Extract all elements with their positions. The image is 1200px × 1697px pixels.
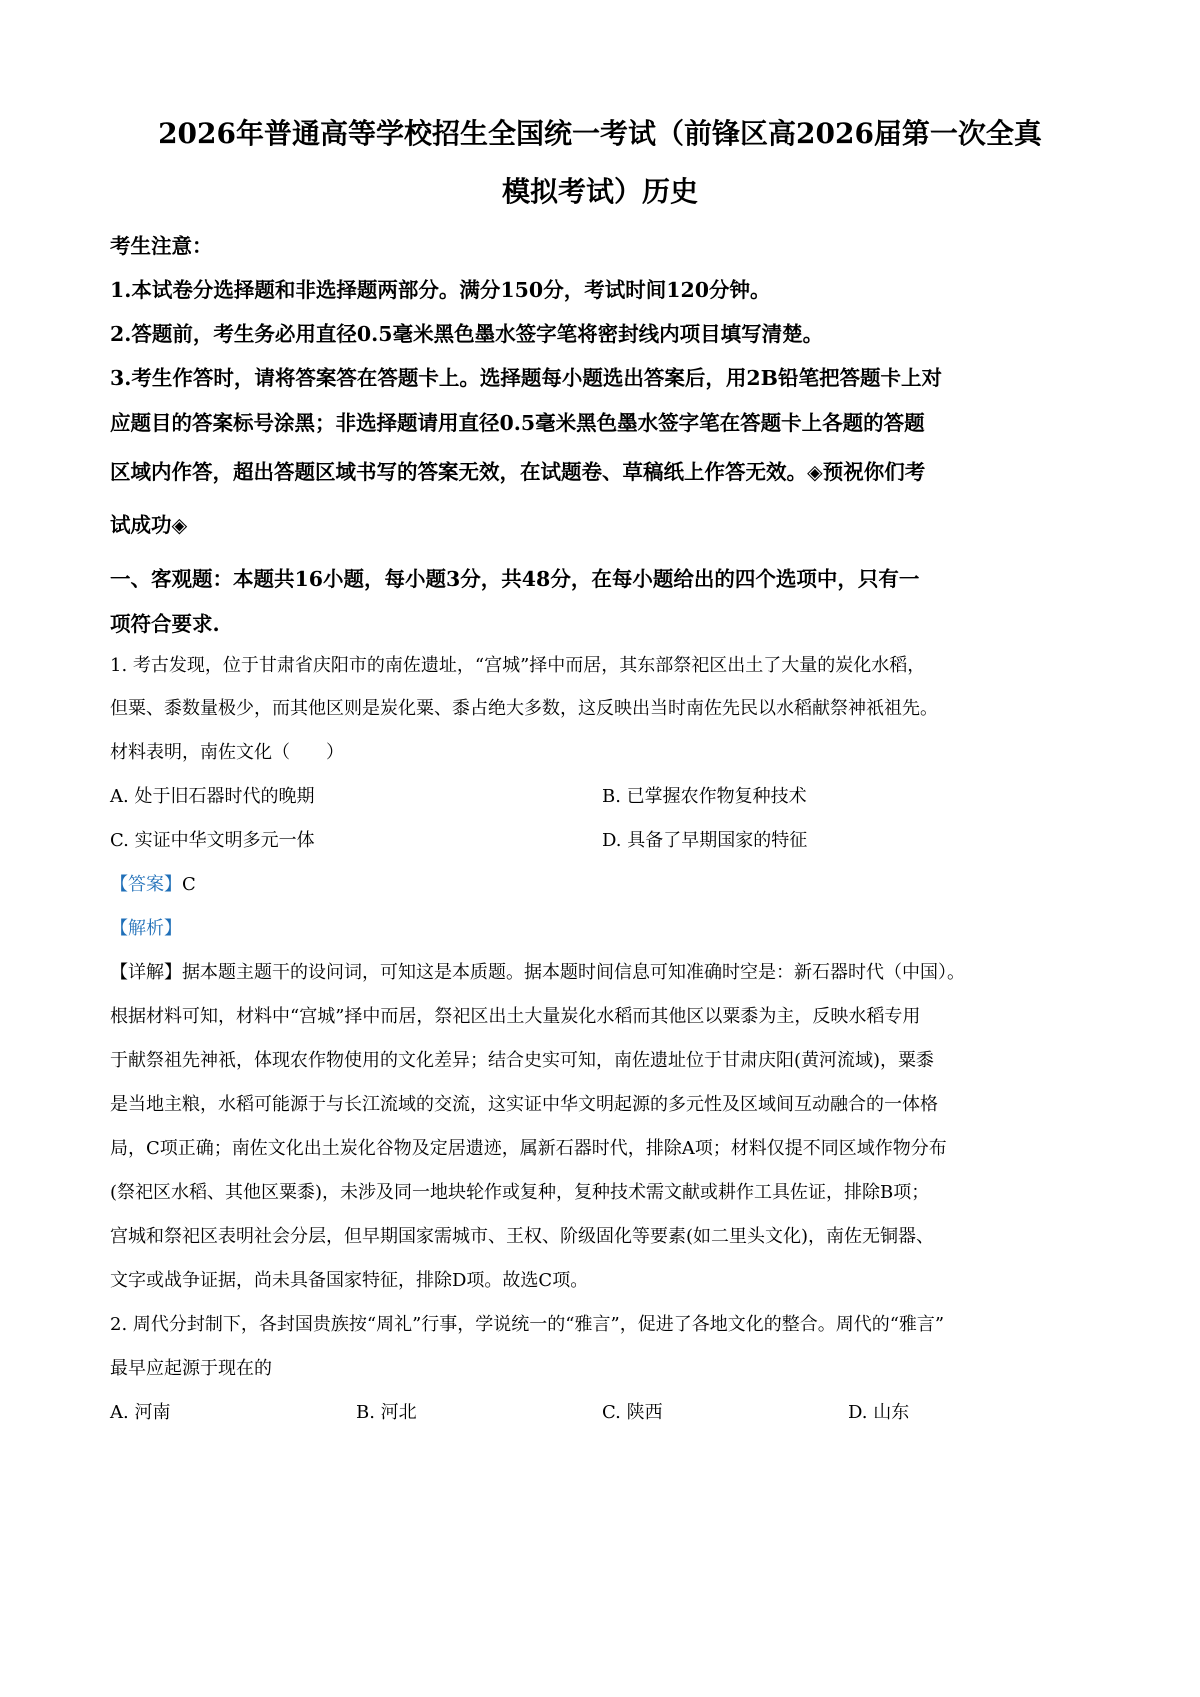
notice-item-1: 1.本试卷分选择题和非选择题两部分。满分150分，考试时间120分钟。 (110, 278, 771, 302)
q2-option-c: C. 陕西 (602, 1402, 663, 1423)
q2-option-d: D. 山东 (848, 1402, 910, 1423)
q1-option-a: A. 处于旧石器时代的晚期 (110, 786, 315, 807)
q1-stem-line2: 但粟、黍数量极少，而其他区则是炭化粟、黍占绝大多数，这反映出当时南佐先民以水稻献祭神祇祖先。 (110, 698, 938, 719)
q1-option-d: D. 具备了早期国家的特征 (602, 830, 808, 851)
q1-stem-line1: 1. 考古发现，位于甘肃省庆阳市的南佐遗址，“宫城”择中而居，其东部祭祀区出土了大量的炭化水稻， (110, 655, 926, 676)
q1-detail-line8: 文字或战争证据，尚未具备国家特征，排除D项。故选C项。 (110, 1270, 589, 1291)
q1-detail-line7: 宫城和祭祀区表明社会分层，但早期国家需城市、王权、阶级固化等要素(如二里头文化)，南佐无铜器、 (110, 1226, 935, 1247)
q1-answer-line (110, 870, 1100, 896)
notice-heading: 考生注意： (110, 234, 213, 258)
q1-detail-line1: 【详解】据本题主题干的设问词，可知这是本质题。据本题时间信息可知准确时空是：新石器时代（中国）。 (110, 962, 965, 983)
q1-detail-line4: 是当地主粮，水稻可能源于与长江流域的交流，这实证中华文明起源的多元性及区域间互动融合的一体格 (110, 1094, 938, 1115)
notice-item-3-cont-1: 应题目的答案标号涂黑；非选择题请用直径0.5毫米黑色墨水签字笔在答题卡上各题的答题 (110, 411, 925, 435)
exam-title-line1: 2026年普通高等学校招生全国统一考试（前锋区高2026届第一次全真 (158, 117, 1042, 150)
q2-stem-line2: 最早应起源于现在的 (110, 1358, 272, 1379)
q1-stem-line3: 材料表明，南佐文化（ ） (110, 742, 344, 763)
notice-item-3-cont-3: 试成功◈ (110, 513, 188, 537)
q1-detail-line3: 于献祭祖先神祇，体现农作物使用的文化差异；结合史实可知，南佐遗址位于甘肃庆阳(黄河流域)，粟黍 (110, 1050, 935, 1071)
exam-title-line2: 模拟考试）历史 (501, 175, 698, 208)
q1-option-b: B. 已掌握农作物复种技术 (602, 786, 807, 807)
q1-detail-line5: 局，C项正确；南佐文化出土炭化谷物及定居遗迹，属新石器时代，排除A项；材料仅提不同区域作物分布 (110, 1138, 947, 1159)
q1-detail-line6: (祭祀区水稻、其他区粟黍)，未涉及同一地块轮作或复种，复种技术需文献或耕作工具佐证，排除B项； (110, 1182, 930, 1203)
section-heading-line2: 项符合要求. (110, 612, 220, 636)
notice-item-2: 2.答题前，考生务必用直径0.5毫米黑色墨水签字笔将密封线内项目填写清楚。 (110, 322, 824, 346)
q1-option-c: C. 实证中华文明多元一体 (110, 830, 315, 851)
analysis-tag: 【解析】 (110, 918, 182, 939)
q2-option-b: B. 河北 (356, 1402, 417, 1423)
notice-item-3-cont-2: 区域内作答，超出答题区域书写的答案无效，在试题卷、草稿纸上作答无效。◈预祝你们考 (110, 460, 926, 484)
q2-stem-line1: 2. 周代分封制下，各封国贵族按“周礼”行事，学说统一的“雅言”，促进了各地文化的整合。周代的“雅言” (110, 1314, 945, 1335)
q1-detail-line2: 根据材料可知，材料中“宫城”择中而居，祭祀区出土大量炭化水稻而其他区以粟黍为主，反映水稻专用 (110, 1006, 921, 1027)
answer-value: C (182, 874, 196, 895)
answer-tag: 【答案】 (110, 874, 182, 895)
section-heading-line1: 一、客观题：本题共16小题，每小题3分，共48分，在每小题给出的四个选项中，只有一 (110, 567, 920, 591)
q2-option-a: A. 河南 (110, 1402, 171, 1423)
notice-item-3: 3.考生作答时，请将答案答在答题卡上。选择题每小题选出答案后，用2B铅笔把答题卡上对 (110, 366, 942, 390)
